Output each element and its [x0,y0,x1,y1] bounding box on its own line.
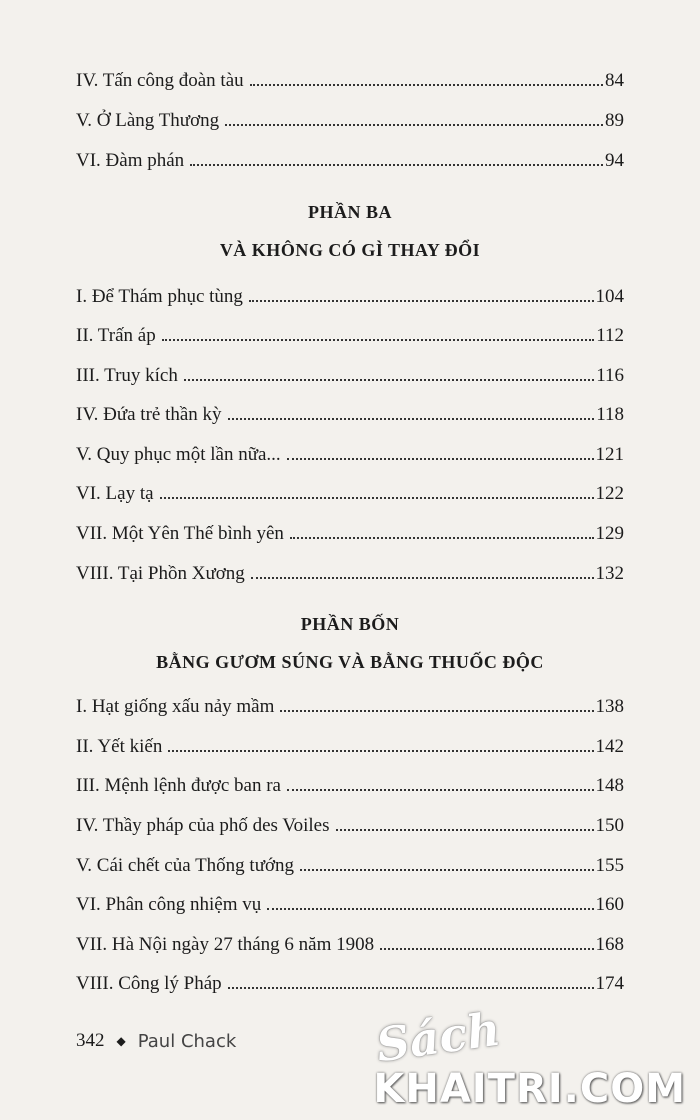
toc-entry-page: 112 [596,325,624,346]
toc-entry-title: V. Ở Làng Thương [76,110,220,131]
toc-entry [76,688,624,718]
toc-entry-page: 160 [595,894,624,915]
part-three-label: PHẦN BA [308,202,392,222]
toc-entry-title: II. Trấn áp [76,325,156,346]
toc-entry-page: 129 [595,523,624,544]
toc-entry-page: 116 [596,365,624,386]
dot-leader [162,338,595,341]
toc-entry [76,555,624,585]
toc-entry-title: VII. Hà Nội ngày 27 tháng 6 năm 1908 [76,934,375,955]
toc-entry [76,886,624,916]
toc-entry-page: 168 [595,934,624,955]
watermark-logo [346,1001,686,1120]
toc-entry-title: I. Hạt giống xấu nảy mầm [76,696,275,717]
toc-entry [76,102,624,132]
dot-leader [287,788,594,791]
toc-entry [76,926,624,956]
toc-entry [76,62,624,92]
toc-entry [76,515,624,545]
page-footer [76,1030,236,1052]
author-name: Paul Chack [137,1030,237,1052]
toc-entry-title: III. Mệnh lệnh được ban ra [76,775,281,796]
dot-leader [280,709,593,712]
toc-entry-title: VIII. Tại Phồn Xương [76,563,245,584]
dot-leader [267,907,593,910]
diamond-icon: ◆ [116,1033,126,1048]
dot-leader [249,299,594,302]
toc-entry-page: 121 [595,444,624,465]
dot-leader [336,828,594,831]
toc-entry-page: 89 [605,110,624,131]
toc-entry-title: II. Yết kiến [76,736,163,757]
toc-entry-title: VI. Lạy tạ [76,483,154,504]
page-number: 342 [76,1030,105,1051]
dot-leader [251,576,594,579]
toc-entry-page: 150 [595,815,624,836]
toc-entry-page: 142 [595,736,624,757]
toc-entry-title: VIII. Công lý Pháp [76,973,222,994]
toc-entry-title: I. Để Thám phục tùng [76,286,243,307]
dot-leader [184,378,594,381]
toc-entry [76,807,624,837]
toc-entry-page: 132 [595,563,624,584]
dot-leader [290,536,594,539]
dot-leader [228,417,595,420]
toc-entry-page: 94 [605,150,624,171]
toc-entry-title: III. Truy kích [76,365,178,386]
toc-entry [76,317,624,347]
toc-entry [76,357,624,387]
dot-leader [380,947,593,950]
toc-entry-title: IV. Thầy pháp của phố des Voiles [76,815,330,836]
dot-leader [300,868,593,871]
toc-entry-title: VI. Phân công nhiệm vụ [76,894,262,915]
toc-entry [76,847,624,877]
toc-entry [76,767,624,797]
toc-entry-page: 122 [595,483,624,504]
dot-leader [228,986,594,989]
dot-leader [287,457,594,460]
toc-entry [76,475,624,505]
toc-entry-page: 118 [596,404,624,425]
dot-leader [160,496,594,499]
part-four-title: BẰNG GƯƠM SÚNG VÀ BẰNG THUỐC ĐỘC [156,652,544,672]
toc-entry-page: 104 [595,286,624,307]
toc-entry-page: 155 [595,855,624,876]
toc-entry-title: VI. Đàm phán [76,150,185,171]
toc-entry-title: IV. Tấn công đoàn tàu [76,70,244,91]
toc-entry-page: 174 [595,973,624,994]
toc-entry-title: IV. Đứa trẻ thần kỳ [76,404,222,425]
toc-entry [76,965,624,995]
dot-leader [225,123,603,126]
toc-entry [76,436,624,466]
toc-entry-title: VII. Một Yên Thế bình yên [76,523,284,544]
watermark-site-name: KHAITRI.COM [373,1066,686,1112]
toc-entry-title: V. Quy phục một lần nữa... [76,444,281,465]
toc-entry-title: V. Cái chết của Thống tướng [76,855,295,876]
toc-entry [76,728,624,758]
dot-leader [168,749,593,752]
toc-entry-page: 84 [605,70,624,91]
part-three-title: VÀ KHÔNG CÓ GÌ THAY ĐỔI [219,240,481,260]
dot-leader [250,83,603,86]
watermark-script-text: Sách [372,1001,504,1073]
toc-entry-page: 138 [595,696,624,717]
part-four-label: PHẦN BỐN [300,614,400,634]
toc-entry [76,396,624,426]
toc-entry [76,278,624,308]
toc-entry [76,142,624,172]
dot-leader [190,163,603,166]
toc-entry-page: 148 [595,775,624,796]
